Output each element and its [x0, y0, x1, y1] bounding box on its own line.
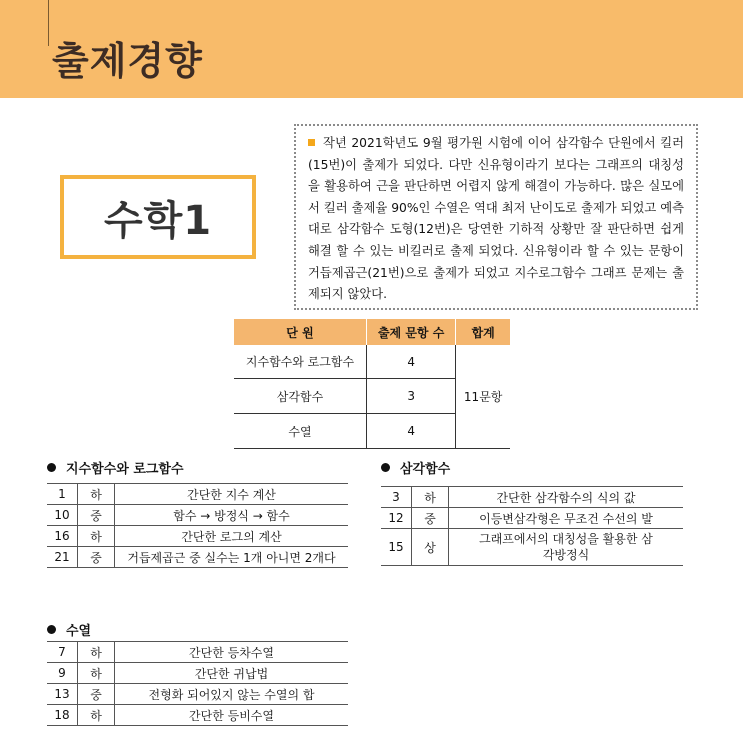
problem-number: 9 [47, 663, 78, 684]
problem-number: 3 [381, 487, 412, 508]
table-row [381, 508, 683, 529]
problem-description: 거듭제곱근 중 실수는 1개 아니면 2개다 [115, 547, 349, 568]
difficulty: 하 [412, 487, 449, 508]
table-row [47, 505, 348, 526]
summary-header-unit: 단 원 [234, 319, 366, 345]
problem-description: 간단한 등비수열 [115, 705, 349, 726]
section-heading-sequence: 수열 [47, 620, 91, 639]
square-bullet-icon [308, 139, 315, 146]
problem-description: 간단한 삼각함수의 식의 값 [449, 487, 684, 508]
problem-number: 21 [47, 547, 78, 568]
summary-header-count: 출제 문항 수 [366, 319, 455, 345]
bullet-dot-icon [47, 625, 56, 634]
problem-description: 간단한 지수 계산 [115, 484, 349, 505]
subject-box [60, 175, 256, 259]
table-row [47, 705, 348, 726]
section-heading-exp-log: 지수함수와 로그함수 [47, 458, 184, 477]
bullet-dot-icon [47, 463, 56, 472]
summary-unit: 삼각함수 [234, 379, 366, 414]
sequence-table [47, 641, 348, 726]
page-title: 출제경향 [52, 39, 203, 83]
problem-description: 그래프에서의 대칭성을 활용한 삼각방정식 [449, 529, 684, 566]
bullet-dot-icon [381, 463, 390, 472]
section-heading-trig: 삼각함수 [381, 458, 450, 477]
trend-note [294, 124, 698, 310]
problem-description: 간단한 로그의 계산 [115, 526, 349, 547]
exp-log-table [47, 483, 348, 568]
summary-header-total: 합계 [456, 319, 510, 345]
summary-unit: 지수함수와 로그함수 [234, 345, 366, 379]
table-row [381, 487, 683, 508]
table-row [47, 484, 348, 505]
problem-number: 10 [47, 505, 78, 526]
difficulty: 하 [78, 663, 115, 684]
table-row [47, 547, 348, 568]
table-row [47, 526, 348, 547]
problem-number: 18 [47, 705, 78, 726]
summary-count: 4 [366, 414, 455, 449]
problem-description: 함수 → 방정식 → 함수 [115, 505, 349, 526]
difficulty: 하 [78, 484, 115, 505]
subject-title: 수학1 [103, 197, 213, 244]
banner-divider [48, 0, 49, 46]
difficulty: 상 [412, 529, 449, 566]
trend-note-text: 작년 2021학년도 9월 평가원 시험에 이어 삼각함수 단원에서 킬러(15번)이 출제가 되었다. 다만 신유형이라기 보다는 그래프의 대칭성을 활용하여 근을 판단하면 어렵지 않게 해결이 가능하다. 많은 실모에서 킬러 출제율 90%인 수열은 역대 최저 난이도로 출제가 되었고 예측대로 삼각함수 도형(12번)은 당연한 기하적 상황만 잘 판단하면 쉽게 해결 할 수 있는 비킬러로 출제 되었다. 신유형이라 할 수 있는 문항이 거듭제곱근(21번)으로 출제가 되었고 지수로그함수 그래프 문제는 출제되지 않았다. [308, 136, 684, 302]
problem-number: 7 [47, 642, 78, 663]
summary-table [234, 319, 510, 449]
difficulty: 중 [78, 684, 115, 705]
trig-table [381, 486, 683, 566]
summary-row [234, 345, 510, 379]
summary-total: 11문항 [456, 345, 510, 449]
summary-unit: 수열 [234, 414, 366, 449]
table-row [47, 663, 348, 684]
difficulty: 중 [78, 505, 115, 526]
problem-description: 이등변삼각형은 무조건 수선의 발 [449, 508, 684, 529]
summary-count: 4 [366, 345, 455, 379]
difficulty: 중 [412, 508, 449, 529]
problem-description: 간단한 등차수열 [115, 642, 349, 663]
summary-count: 3 [366, 379, 455, 414]
problem-number: 15 [381, 529, 412, 566]
table-row [381, 529, 683, 566]
difficulty: 하 [78, 526, 115, 547]
problem-description: 전형화 되어있지 않는 수열의 합 [115, 684, 349, 705]
summary-header-row [234, 319, 510, 345]
difficulty: 하 [78, 705, 115, 726]
problem-description: 간단한 귀납법 [115, 663, 349, 684]
problem-number: 12 [381, 508, 412, 529]
table-row [47, 642, 348, 663]
problem-number: 16 [47, 526, 78, 547]
difficulty: 중 [78, 547, 115, 568]
problem-number: 13 [47, 684, 78, 705]
table-row [47, 684, 348, 705]
problem-number: 1 [47, 484, 78, 505]
difficulty: 하 [78, 642, 115, 663]
